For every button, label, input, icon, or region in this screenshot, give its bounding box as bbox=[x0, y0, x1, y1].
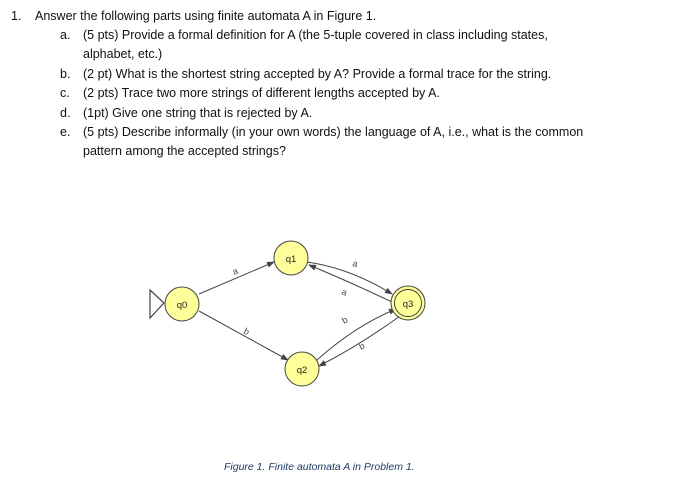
part-a-text-cont: alphabet, etc.) bbox=[83, 47, 163, 61]
edge-q0-q1 bbox=[199, 262, 274, 294]
figure-caption: Figure 1. Finite automata A in Problem 1. bbox=[224, 461, 415, 473]
label-q0-q1: a bbox=[231, 265, 240, 277]
label-q1-q3: a bbox=[351, 258, 359, 269]
part-e-text: (5 pts) Describe informally (in your own words) the language of A, i.e., what is the common bbox=[83, 125, 584, 139]
part-b-label: b. bbox=[60, 67, 71, 81]
part-e-text-cont: pattern among the accepted strings? bbox=[83, 144, 286, 158]
part-c-text: (2 pts) Trace two more strings of different lengths accepted by A. bbox=[83, 86, 440, 100]
question-number: 1. bbox=[11, 9, 22, 23]
edge-q2-q3 bbox=[317, 309, 396, 360]
label-q3-q1: a bbox=[340, 286, 349, 298]
start-arrow-icon bbox=[150, 290, 164, 318]
part-a-text: (5 pts) Provide a formal definition for A (the 5-tuple covered in class including states, bbox=[83, 28, 548, 42]
state-q2-label: q2 bbox=[296, 365, 308, 376]
question-intro: Answer the following parts using finite automata A in Figure 1. bbox=[35, 9, 377, 23]
state-q1-label: q1 bbox=[285, 254, 297, 265]
part-b-text: (2 pt) What is the shortest string accepted by A? Provide a formal trace for the string. bbox=[83, 67, 552, 81]
label-q0-q2: b bbox=[242, 325, 252, 338]
label-q2-q3: b bbox=[340, 314, 350, 326]
part-d-text: (1pt) Give one string that is rejected by A. bbox=[83, 106, 313, 120]
part-e-label: e. bbox=[60, 125, 71, 139]
edge-q1-q3 bbox=[307, 262, 392, 294]
part-c-label: c. bbox=[60, 86, 70, 100]
state-q3-label: q3 bbox=[402, 299, 414, 310]
part-a-label: a. bbox=[60, 28, 71, 42]
part-d-label: d. bbox=[60, 106, 71, 120]
edge-q3-q1 bbox=[309, 265, 392, 302]
state-q0-label: q0 bbox=[176, 300, 188, 311]
label-q3-q2: b bbox=[357, 340, 367, 352]
